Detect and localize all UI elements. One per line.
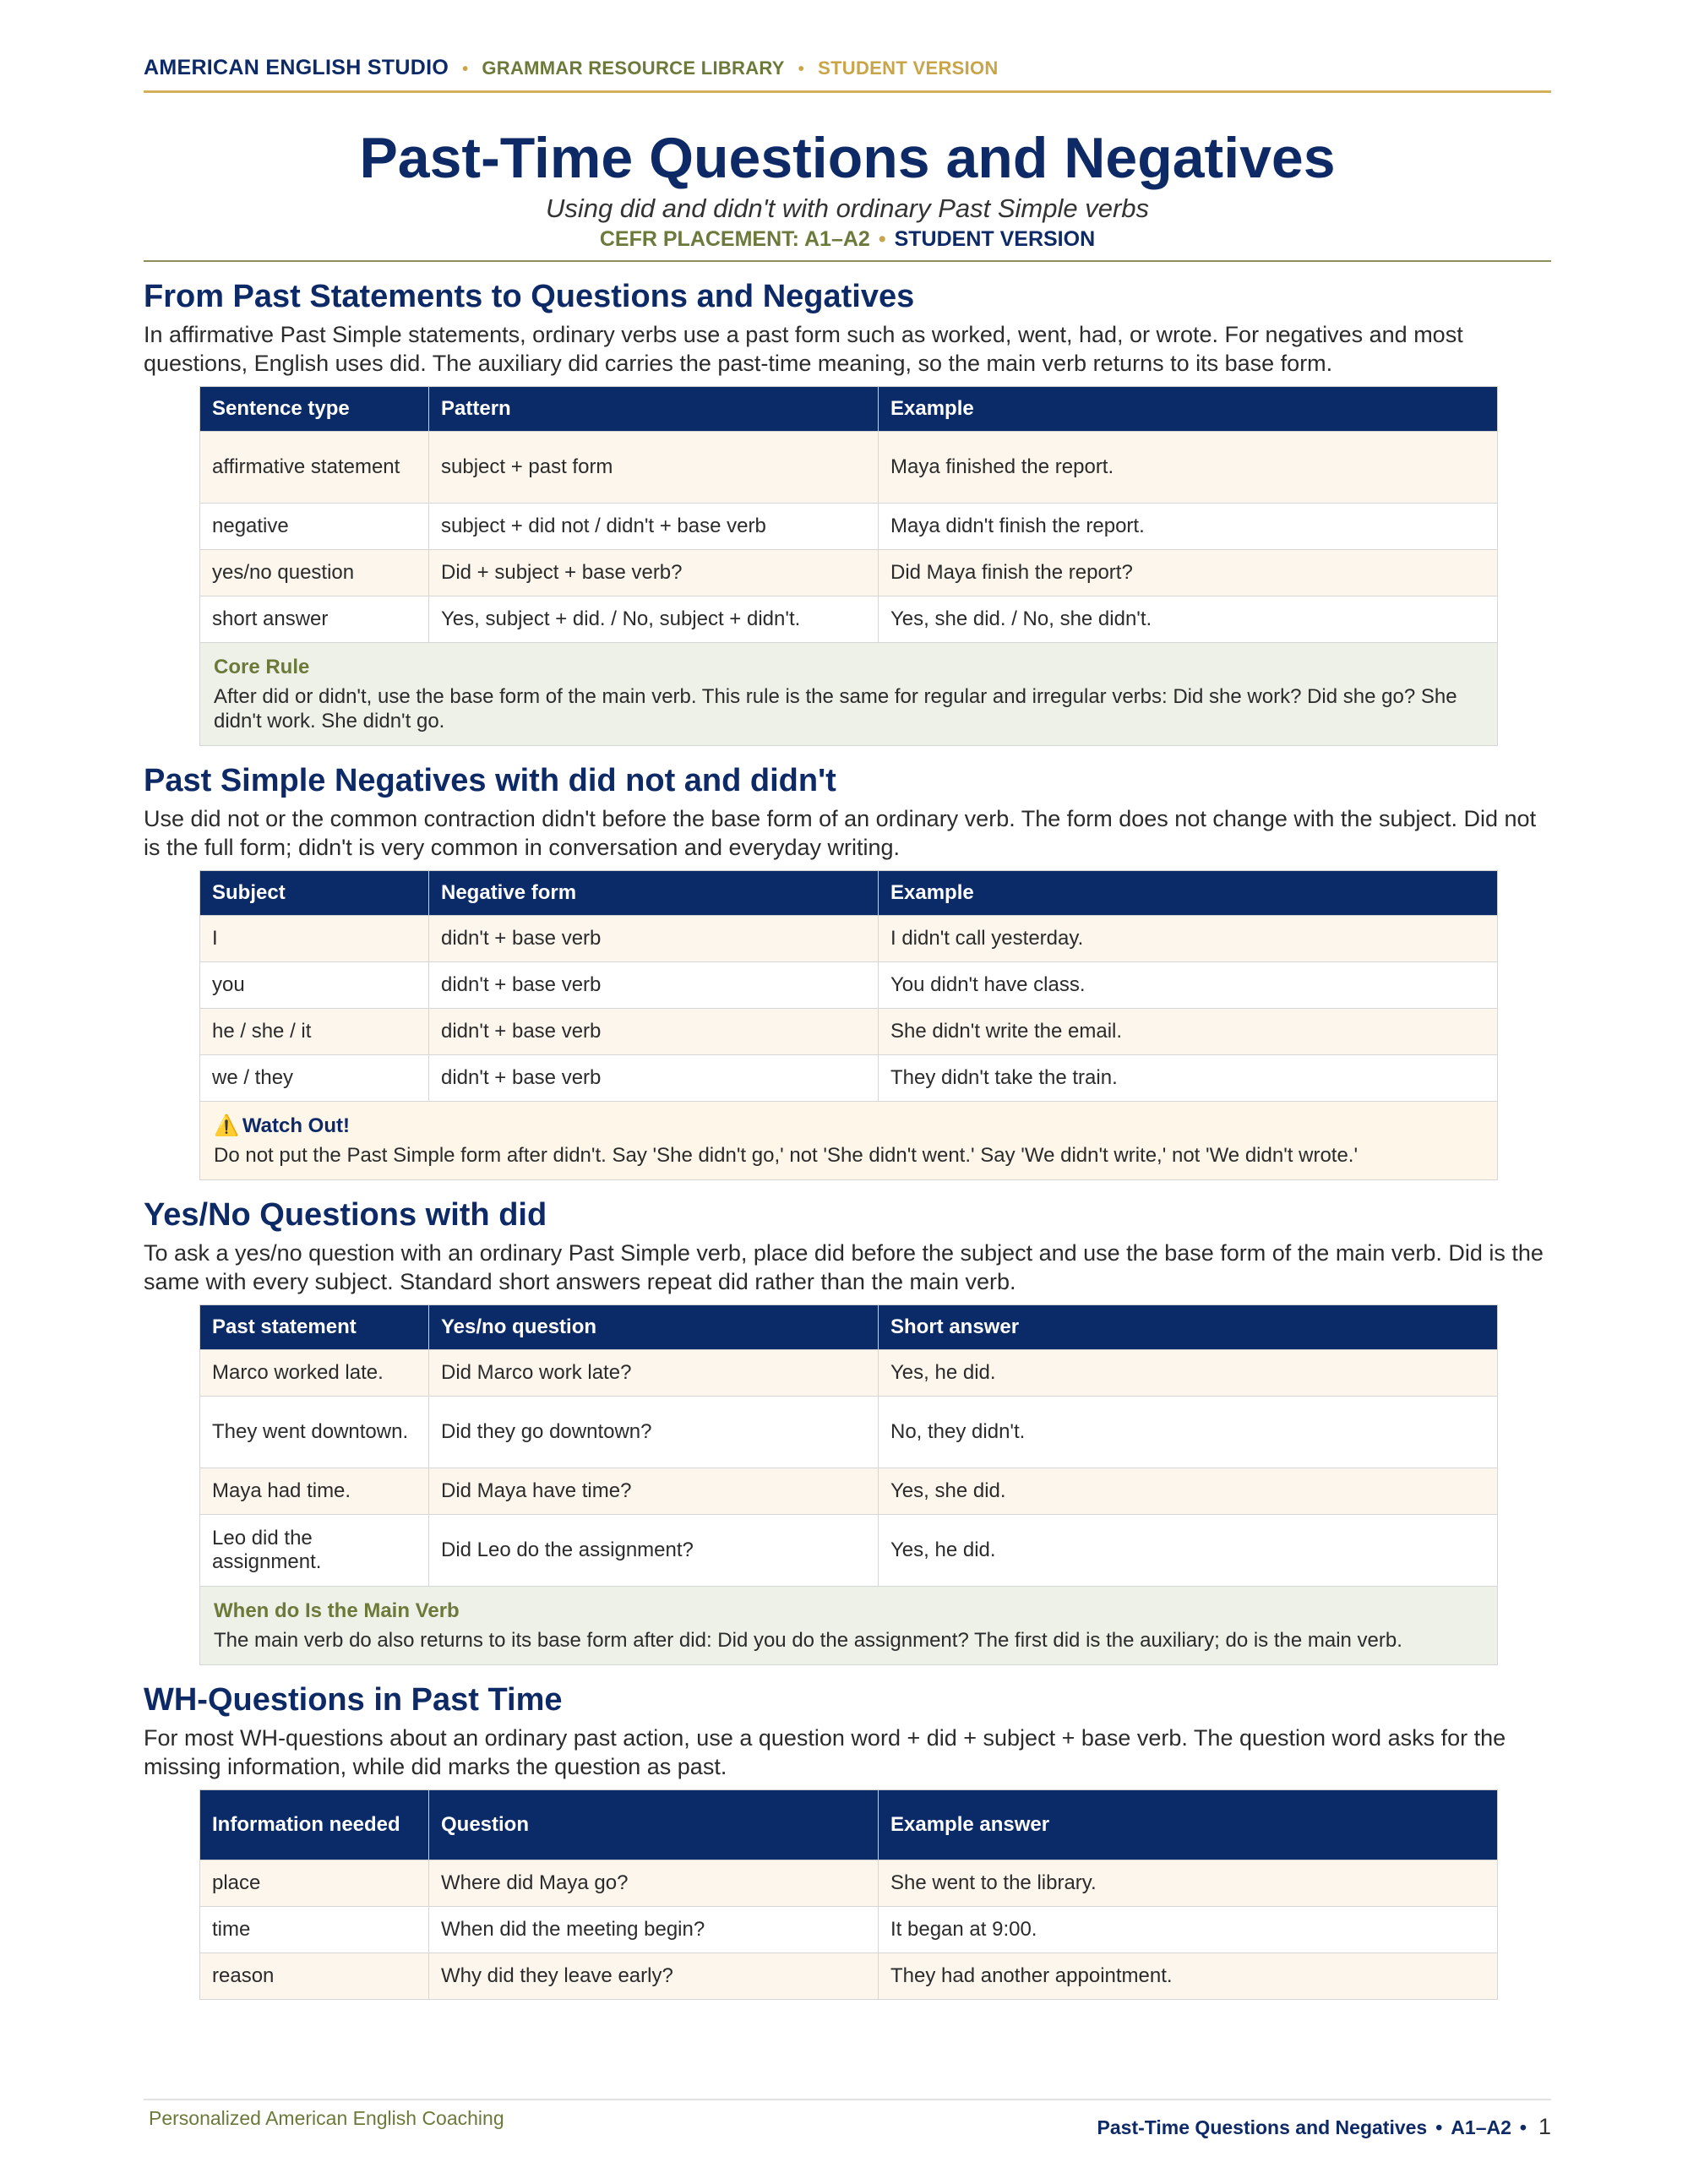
footer-separator: • — [1435, 2116, 1443, 2138]
note-text: After did or didn't, use the base form of the main verb. This rule is the same for regular and irregular verbs: Did she work? Did she go? She didn't work. She didn't go. — [214, 684, 1457, 733]
document-page — [144, 0, 1551, 2000]
table-cell: I — [200, 915, 429, 961]
grammar-table — [199, 1304, 1498, 1587]
table-row — [200, 1396, 1498, 1468]
section-intro: Use did not or the common contraction didn't before the base form of an ordinary verb. The form does not change with the subject. Did not is the full form; didn't is very common in conversation and everyday writing. — [144, 805, 1537, 860]
table-row — [200, 1906, 1498, 1953]
table-row — [200, 503, 1498, 549]
column-header: Pattern — [429, 386, 879, 431]
table-cell: She didn't write the email. — [879, 1008, 1498, 1054]
section-heading: WH-Questions in Past Time — [144, 1681, 563, 1718]
watch-out-note — [199, 1102, 1498, 1180]
table-cell: Yes, she did. / No, she didn't. — [879, 596, 1498, 642]
table-cell: Why did they leave early? — [429, 1953, 879, 1999]
header-separator: • — [462, 60, 469, 79]
table-row — [200, 1008, 1498, 1054]
section-intro: In affirmative Past Simple statements, ordinary verbs use a past form such as worked, went, had, or wrote. For negatives and most questions, English uses did. The auxiliary did carries the past-time meaning, so the main verb returns to its base form. — [144, 321, 1463, 376]
table-cell: didn't + base verb — [429, 1008, 879, 1054]
column-header: Short answer — [879, 1304, 1498, 1349]
note-title: Core Rule — [214, 655, 310, 678]
table-cell: Did they go downtown? — [429, 1396, 879, 1468]
table-cell: you — [200, 961, 429, 1008]
main-verb-note — [199, 1587, 1498, 1665]
table-cell: Where did Maya go? — [429, 1860, 879, 1906]
table-header-row — [200, 386, 1498, 431]
table-header-row — [200, 870, 1498, 915]
page-number: 1 — [1538, 2114, 1551, 2139]
footer-title: Past-Time Questions and Negatives — [1097, 2116, 1428, 2138]
table-cell: You didn't have class. — [879, 961, 1498, 1008]
column-header: Subject — [200, 870, 429, 915]
section-heading: From Past Statements to Questions and Negatives — [144, 278, 915, 314]
column-header: Information needed — [200, 1789, 429, 1860]
table-cell: he / she / it — [200, 1008, 429, 1054]
meta-version: STUDENT VERSION — [894, 226, 1096, 251]
note-title — [214, 1114, 1485, 1138]
table-header-row — [200, 1304, 1498, 1349]
header-separator: • — [798, 60, 805, 79]
table-cell: time — [200, 1906, 429, 1953]
note-text: The main verb do also returns to its base form after did: Did you do the assignment? The first did is the auxiliary; do is the main verb. — [214, 1628, 1402, 1652]
section-negatives — [144, 763, 1551, 1180]
title-block — [144, 127, 1551, 262]
footer-info — [1097, 2114, 1551, 2140]
table-cell: They had another appointment. — [879, 1953, 1498, 1999]
table-cell: They went downtown. — [200, 1396, 429, 1468]
column-header: Example — [879, 870, 1498, 915]
library-name: GRAMMAR RESOURCE LIBRARY — [482, 57, 785, 79]
meta-separator: • — [878, 226, 886, 251]
section-yes-no-questions — [144, 1197, 1551, 1665]
table-cell: short answer — [200, 596, 429, 642]
note-text: Do not put the Past Simple form after didn't. Say 'She didn't go,' not 'She didn't went.' Say 'We didn't write,' not 'We didn't wrote.' — [214, 1143, 1359, 1167]
table-row — [200, 961, 1498, 1008]
column-header: Yes/no question — [429, 1304, 879, 1349]
warning-icon: ⚠️ — [214, 1114, 239, 1137]
table-cell: Did + subject + base verb? — [429, 549, 879, 596]
table-cell: place — [200, 1860, 429, 1906]
table-cell: When did the meeting begin? — [429, 1906, 879, 1953]
table-row — [200, 915, 1498, 961]
section-statements — [144, 279, 1551, 746]
table-cell: Did Leo do the assignment? — [429, 1514, 879, 1586]
table-cell: Leo did the assignment. — [200, 1514, 429, 1586]
grammar-table — [199, 386, 1498, 643]
running-header — [144, 56, 1551, 93]
column-header: Example — [879, 386, 1498, 431]
grammar-table — [199, 870, 1498, 1102]
table-cell: Maya finished the report. — [879, 431, 1498, 503]
column-header: Sentence type — [200, 386, 429, 431]
table-cell: subject + did not / didn't + base verb — [429, 503, 879, 549]
table-row — [200, 1860, 1498, 1906]
table-cell: yes/no question — [200, 549, 429, 596]
version-label: STUDENT VERSION — [818, 57, 999, 79]
table-row — [200, 1468, 1498, 1514]
page-title: Past-Time Questions and Negatives — [359, 126, 1336, 190]
table-cell: They didn't take the train. — [879, 1054, 1498, 1101]
column-header: Negative form — [429, 870, 879, 915]
table-cell: Maya had time. — [200, 1468, 429, 1514]
table-cell: Yes, subject + did. / No, subject + didn't. — [429, 596, 879, 642]
table-cell: reason — [200, 1953, 429, 1999]
table-cell: didn't + base verb — [429, 961, 879, 1008]
table-cell: Did Maya have time? — [429, 1468, 879, 1514]
table-cell: didn't + base verb — [429, 1054, 879, 1101]
brand-name: AMERICAN ENGLISH STUDIO — [144, 56, 449, 79]
column-header: Past statement — [200, 1304, 429, 1349]
core-rule-note — [199, 643, 1498, 746]
section-wh-questions — [144, 1682, 1551, 2000]
table-cell: Yes, she did. — [879, 1468, 1498, 1514]
table-cell: didn't + base verb — [429, 915, 879, 961]
page-footer — [144, 2099, 1551, 2140]
section-heading: Past Simple Negatives with did not and didn't — [144, 762, 836, 798]
table-row — [200, 549, 1498, 596]
note-title: When do Is the Main Verb — [214, 1599, 460, 1622]
table-cell: Yes, he did. — [879, 1514, 1498, 1586]
table-cell: affirmative statement — [200, 431, 429, 503]
section-heading: Yes/No Questions with did — [144, 1196, 547, 1233]
table-cell: I didn't call yesterday. — [879, 915, 1498, 961]
table-cell: Yes, he did. — [879, 1349, 1498, 1396]
table-cell: She went to the library. — [879, 1860, 1498, 1906]
section-intro: For most WH-questions about an ordinary past action, use a question word + did + subject + base verb. The question word asks for the missing information, while did marks the question as past. — [144, 1724, 1506, 1779]
table-cell: we / they — [200, 1054, 429, 1101]
table-row — [200, 1349, 1498, 1396]
section-intro: To ask a yes/no question with an ordinary Past Simple verb, place did before the subject and use the base form of the main verb. Did is the same with every subject. Standard short answers repeat did rather than the main verb. — [144, 1239, 1544, 1294]
footer-tagline: Personalized American English Coaching — [149, 2107, 504, 2129]
note-title-text: Watch Out! — [242, 1114, 350, 1137]
table-row — [200, 1054, 1498, 1101]
table-cell: No, they didn't. — [879, 1396, 1498, 1468]
footer-level: A1–A2 — [1451, 2116, 1511, 2138]
table-cell: Maya didn't finish the report. — [879, 503, 1498, 549]
table-row — [200, 1514, 1498, 1586]
page-meta — [144, 227, 1551, 252]
table-cell: subject + past form — [429, 431, 879, 503]
table-header-row — [200, 1789, 1498, 1860]
footer-separator: • — [1519, 2116, 1527, 2138]
cefr-placement: CEFR PLACEMENT: A1–A2 — [599, 226, 870, 251]
table-cell: It began at 9:00. — [879, 1906, 1498, 1953]
table-row — [200, 596, 1498, 642]
table-row — [200, 431, 1498, 503]
table-row — [200, 1953, 1498, 1999]
table-cell: Marco worked late. — [200, 1349, 429, 1396]
table-cell: Did Maya finish the report? — [879, 549, 1498, 596]
grammar-table — [199, 1789, 1498, 2000]
table-cell: Did Marco work late? — [429, 1349, 879, 1396]
page-subtitle: Using did and didn't with ordinary Past Simple verbs — [545, 193, 1150, 223]
column-header: Question — [429, 1789, 879, 1860]
column-header: Example answer — [879, 1789, 1498, 1860]
table-cell: negative — [200, 503, 429, 549]
